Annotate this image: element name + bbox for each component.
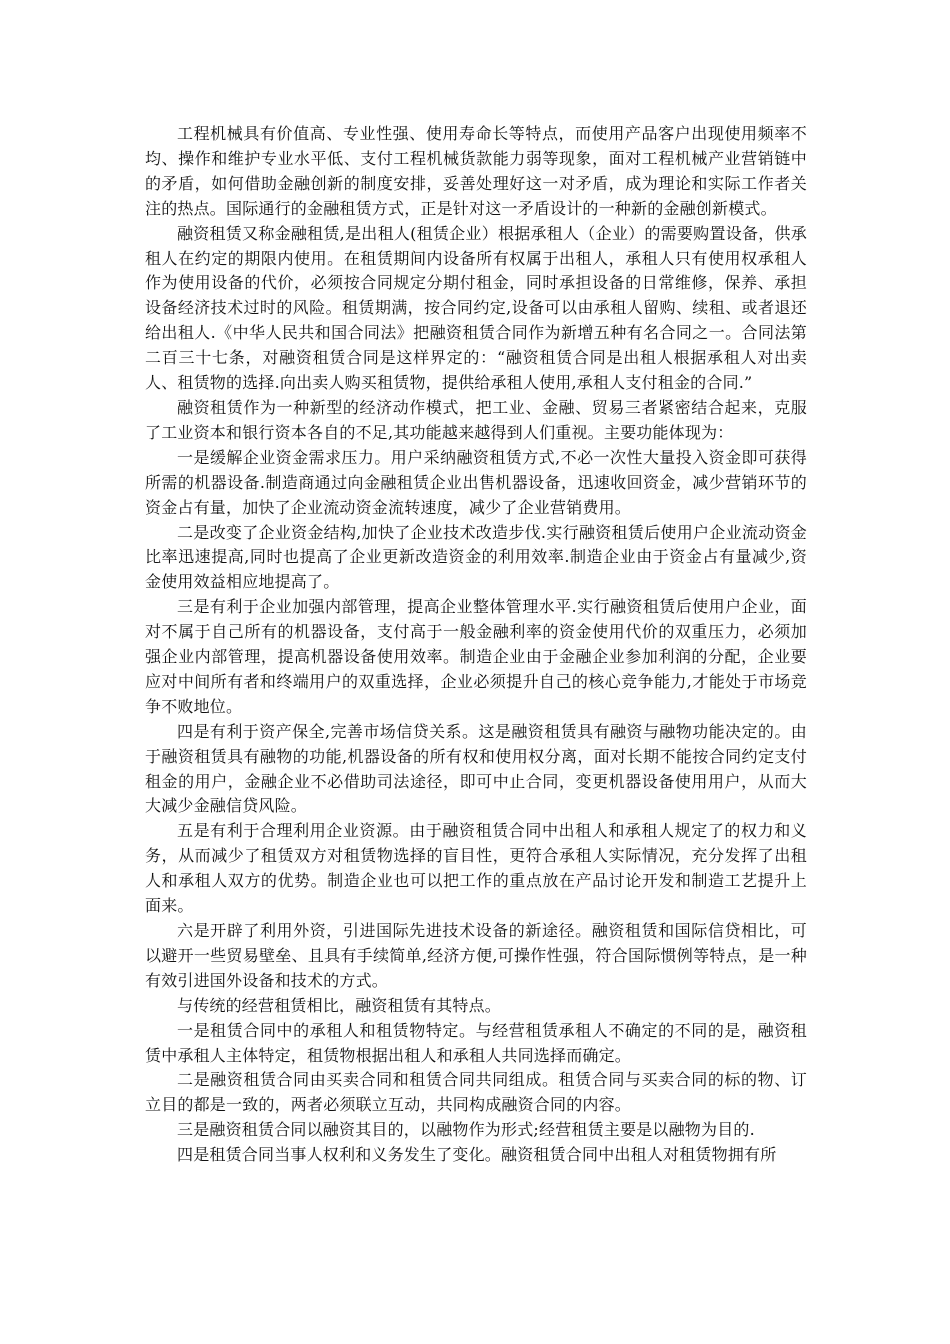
paragraph-feature-1: 一是租赁合同中的承租人和租赁物特定。与经营租赁承租人不确定的不同的是，融资租赁中承租人主体特定，租赁物根据出租人和承租人共同选择而确定。 <box>145 1020 807 1065</box>
paragraph-function-2: 二是改变了企业资金结构,加快了企业技术改造步伐.实行融资租赁后使用户企业流动资金比率迅速提高,同时也提高了企业更新改造资金的利用效率.制造企业由于资金占有量减少,资金使用效益相应地提高了。 <box>145 522 807 592</box>
paragraph-feature-2: 二是融资租赁合同由买卖合同和租赁合同共同组成。租赁合同与买卖合同的标的物、订立目的都是一致的，两者必须联立互动，共同构成融资合同的内容。 <box>145 1070 807 1115</box>
paragraph-feature-3: 三是融资租赁合同以融资其目的，以融物作为形式;经营租赁主要是以融物为目的. <box>177 1120 755 1140</box>
document-body <box>145 122 807 1168</box>
paragraph-function-1: 一是缓解企业资金需求压力。用户采纳融资租赁方式,不必一次性大量投入资金即可获得所需的机器设备.制造商通过向金融租赁企业出售机器设备，迅速收回资金，减少营销环节的资金占有量，加快了企业流动资金流转速度，减少了企业营销费用。 <box>145 447 807 517</box>
paragraph-feature-4: 四是租赁合同当事人权利和义务发生了变化。融资租赁合同中出租人对租赁物拥有所 <box>177 1145 777 1165</box>
paragraph-function-3: 三是有利于企业加强内部管理，提高企业整体管理水平.实行融资租赁后使用户企业，面对不属于自己所有的机器设备，支付高于一般金融利率的资金使用代价的双重压力，必须加强企业内部管理，提高机器设备使用效率。制造企业由于金融企业参加利润的分配，企业要应对中间所有者和终端用户的双重选择，企业必须提升自己的核心竞争能力,才能处于市场竞争不败地位。 <box>145 597 807 716</box>
paragraph-features-intro: 与传统的经营租赁相比，融资租赁有其特点。 <box>177 995 502 1015</box>
paragraph-definition: 融资租赁又称金融租赁,是出租人(租赁企业）根据承租人（企业）的需要购置设备，供承租人在约定的期限内使用。在租赁期间内设备所有权属于出租人，承租人只有使用权承租人作为使用设备的代价，必须按合同规定分期付租金，同时承担设备的日常维修，保养、承担设备经济技术过时的风险。租赁期满，按合同约定,设备可以由承租人留购、续租、或者退还给出租人.《中华人民共和国合同法》把融资租赁合同作为新增五种有名合同之一。合同法第二百三十七条，对融资租赁合同是这样界定的：“融资租赁合同是出租人根据承租人对出卖人、租赁物的选择.向出卖人购买租赁物，提供给承租人使用,承租人支付租金的合同.” <box>145 223 807 393</box>
paragraph-function-6: 六是开辟了利用外资，引进国际先进技术设备的新途径。融资租赁和国际信贷相比，可以避开一些贸易壁垒、且具有手续简单,经济方便,可操作性强，符合国际惯例等特点，是一种有效引进国外设备和技术的方式。 <box>145 921 807 990</box>
paragraph-intro: 工程机械具有价值高、专业性强、使用寿命长等特点，而使用产品客户出现使用频率不均、操作和维护专业水平低、支付工程机械货款能力弱等现象，面对工程机械产业营销链中的矛盾，如何借助金融创新的制度安排，妥善处理好这一对矛盾，成为理论和实际工作者关注的热点。国际通行的金融租赁方式，正是针对这一矛盾设计的一种新的金融创新模式。 <box>145 124 807 218</box>
paragraph-function-5: 五是有利于合理利用企业资源。由于融资租赁合同中出租人和承租人规定了的权力和义务，从而减少了租赁双方对租赁物选择的盲目性，更符合承租人实际情况，充分发挥了出租人和承租人双方的优势。制造企业也可以把工作的重点放在产品讨论开发和制造工艺提升上面来。 <box>145 821 807 916</box>
paragraph-function-4: 四是有利于资产保全,完善市场信贷关系。这是融资租赁具有融资与融物功能决定的。由于融资租赁具有融物的功能,机器设备的所有权和使用权分离，面对长期不能按合同约定支付租金的用户，金融企业不必借助司法途径，即可中止合同，变更机器设备使用用户，从而大大减少金融信贷风险。 <box>145 721 807 816</box>
paragraph-functions-intro: 融资租赁作为一种新型的经济动作模式，把工业、金融、贸易三者紧密结合起来，克服了工业资本和银行资本各自的不足,其功能越来越得到人们重视。主要功能体现为： <box>145 397 807 442</box>
